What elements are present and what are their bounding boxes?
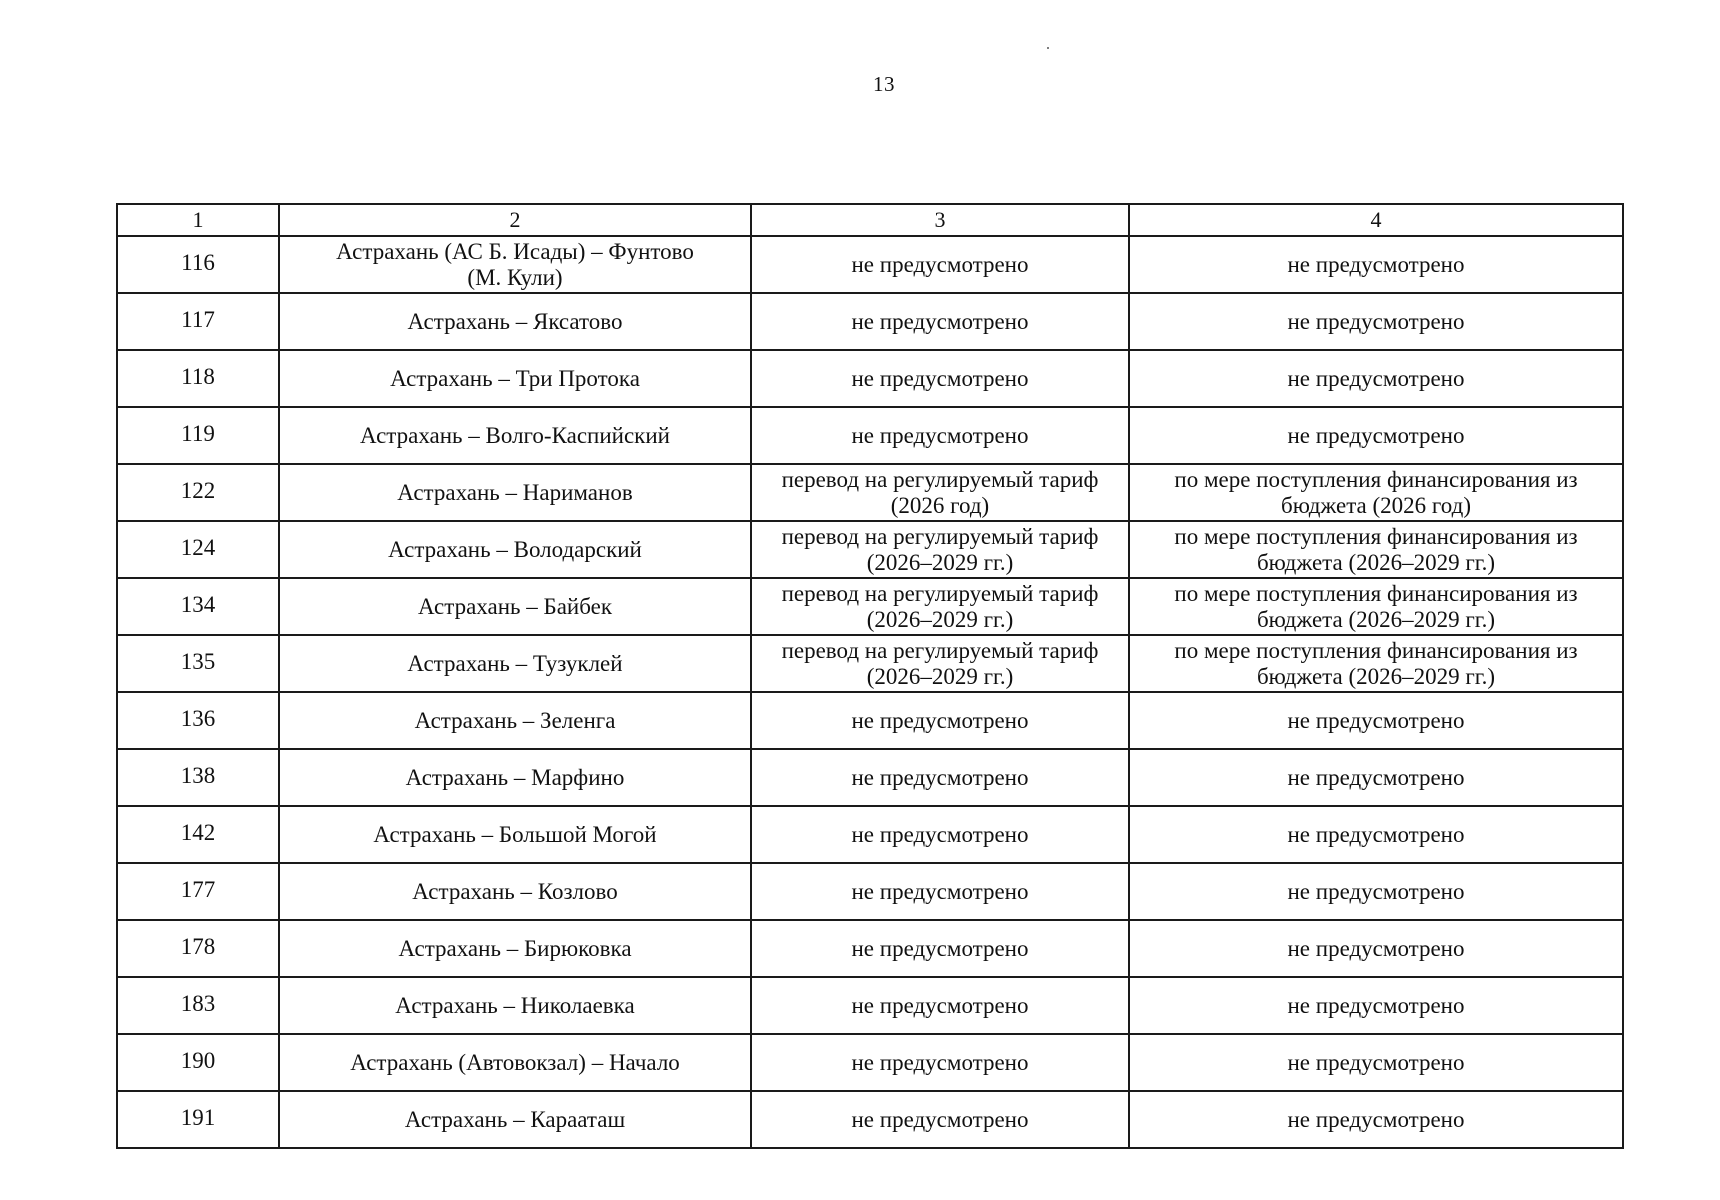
financing-text: не предусмотрено: [1287, 1049, 1465, 1075]
tariff-text: не предусмотрено: [851, 308, 1029, 334]
table-row: [117, 1034, 1623, 1091]
table-row: [117, 407, 1623, 464]
financing-cell: [1129, 578, 1623, 635]
route-number-cell: [117, 521, 279, 578]
table-row: [117, 920, 1623, 977]
financing-text: не предусмотрено: [1287, 1106, 1465, 1132]
table-row: [117, 578, 1623, 635]
column-header: 2: [279, 204, 751, 236]
tariff-cell: [751, 1034, 1129, 1091]
route-name-cell: [279, 749, 751, 806]
route-name-cell: [279, 977, 751, 1034]
route-number-cell: [117, 236, 279, 293]
route-number-text: 178: [180, 933, 216, 959]
financing-text: не предусмотрено: [1287, 707, 1465, 733]
tariff-cell: [751, 692, 1129, 749]
route-name-text: Астрахань – Тузуклей: [407, 650, 623, 676]
table-row: [117, 293, 1623, 350]
route-name-cell: [279, 806, 751, 863]
table-row: [117, 806, 1623, 863]
tariff-text: не предусмотрено: [851, 251, 1029, 277]
scan-speck: [1047, 47, 1049, 49]
route-number-text: 122: [180, 477, 216, 503]
route-name-text: Астрахань – Николаевка: [395, 992, 635, 1018]
route-number-text: 190: [180, 1047, 216, 1073]
tariff-text: не предусмотрено: [851, 764, 1029, 790]
column-header: 1: [117, 204, 279, 236]
route-number-text: 119: [181, 420, 215, 446]
tariff-cell: [751, 407, 1129, 464]
route-number-text: 191: [180, 1104, 216, 1130]
route-name-text: Астрахань – Володарский: [388, 536, 642, 562]
tariff-text: перевод на регулируемый тариф (2026 год): [781, 466, 1099, 518]
financing-cell: [1129, 977, 1623, 1034]
financing-text: не предусмотрено: [1287, 764, 1465, 790]
route-number-cell: [117, 1034, 279, 1091]
tariff-cell: [751, 749, 1129, 806]
route-number-cell: [117, 1091, 279, 1148]
route-number-text: 117: [181, 306, 215, 332]
route-name-cell: [279, 578, 751, 635]
tariff-text: не предусмотрено: [851, 992, 1029, 1018]
financing-cell: [1129, 293, 1623, 350]
table-row: [117, 236, 1623, 293]
route-name-cell: [279, 350, 751, 407]
tariff-cell: [751, 635, 1129, 692]
route-number-cell: [117, 863, 279, 920]
financing-cell: [1129, 635, 1623, 692]
route-name-text: Астрахань (АС Б. Исады) – Фунтово (М. Кули): [336, 238, 694, 290]
tariff-text: не предусмотрено: [851, 935, 1029, 961]
tariff-cell: [751, 977, 1129, 1034]
tariff-text: перевод на регулируемый тариф (2026–2029 гг.): [781, 637, 1099, 689]
route-name-text: Астрахань – Три Протока: [390, 365, 640, 391]
financing-text: по мере поступления финансирования из бюджета (2026–2029 гг.): [1174, 580, 1578, 632]
tariff-cell: [751, 1091, 1129, 1148]
route-number-text: 134: [180, 591, 216, 617]
route-name-cell: [279, 236, 751, 293]
tariff-text: не предусмотрено: [851, 422, 1029, 448]
route-number-cell: [117, 692, 279, 749]
route-number-cell: [117, 464, 279, 521]
route-name-cell: [279, 521, 751, 578]
route-name-text: Астрахань – Волго-Каспийский: [360, 422, 670, 448]
route-number-cell: [117, 293, 279, 350]
financing-cell: [1129, 350, 1623, 407]
financing-cell: [1129, 464, 1623, 521]
route-name-text: Астрахань – Зеленга: [414, 707, 616, 733]
route-number-cell: [117, 920, 279, 977]
route-number-cell: [117, 977, 279, 1034]
route-name-cell: [279, 635, 751, 692]
route-number-text: 118: [181, 363, 215, 389]
route-number-cell: [117, 806, 279, 863]
route-number-cell: [117, 407, 279, 464]
table-row: [117, 749, 1623, 806]
financing-text: не предусмотрено: [1287, 422, 1465, 448]
route-name-text: Астрахань – Бирюковка: [398, 935, 632, 961]
route-number-text: 177: [180, 876, 216, 902]
routes-table: [116, 203, 1624, 1149]
route-name-text: Астрахань – Яксатово: [407, 308, 623, 334]
table-row: [117, 521, 1623, 578]
financing-cell: [1129, 920, 1623, 977]
route-number-text: 136: [180, 705, 216, 731]
tariff-cell: [751, 920, 1129, 977]
route-number-cell: [117, 635, 279, 692]
route-name-text: Астрахань – Нариманов: [397, 479, 633, 505]
tariff-cell: [751, 293, 1129, 350]
column-header: 3: [751, 204, 1129, 236]
financing-cell: [1129, 236, 1623, 293]
route-number-cell: [117, 749, 279, 806]
route-name-cell: [279, 293, 751, 350]
route-name-text: Астрахань – Байбек: [418, 593, 612, 619]
tariff-text: не предусмотрено: [851, 821, 1029, 847]
tariff-text: не предусмотрено: [851, 1049, 1029, 1075]
financing-text: не предусмотрено: [1287, 365, 1465, 391]
route-number-text: 183: [180, 990, 216, 1016]
financing-text: не предусмотрено: [1287, 251, 1465, 277]
financing-text: по мере поступления финансирования из бюджета (2026 год): [1174, 466, 1578, 518]
table-row: [117, 464, 1623, 521]
financing-cell: [1129, 1034, 1623, 1091]
tariff-text: не предусмотрено: [851, 878, 1029, 904]
tariff-cell: [751, 578, 1129, 635]
financing-text: не предусмотрено: [1287, 308, 1465, 334]
route-number-cell: [117, 350, 279, 407]
financing-text: не предусмотрено: [1287, 878, 1465, 904]
tariff-cell: [751, 521, 1129, 578]
tariff-text: не предусмотрено: [851, 365, 1029, 391]
tariff-cell: [751, 236, 1129, 293]
tariff-cell: [751, 350, 1129, 407]
route-name-cell: [279, 920, 751, 977]
route-number-text: 116: [181, 249, 215, 275]
route-number-text: 124: [180, 534, 216, 560]
table-row: [117, 692, 1623, 749]
financing-cell: [1129, 806, 1623, 863]
tariff-cell: [751, 863, 1129, 920]
tariff-text: не предусмотрено: [851, 707, 1029, 733]
financing-text: не предусмотрено: [1287, 821, 1465, 847]
route-name-cell: [279, 1091, 751, 1148]
table-header-row: [117, 204, 1623, 236]
route-name-text: Астрахань – Большой Могой: [373, 821, 657, 847]
tariff-cell: [751, 464, 1129, 521]
route-name-cell: [279, 464, 751, 521]
route-name-cell: [279, 407, 751, 464]
financing-cell: [1129, 692, 1623, 749]
financing-text: не предусмотрено: [1287, 992, 1465, 1018]
route-name-text: Астрахань – Козлово: [412, 878, 618, 904]
route-name-text: Астрахань (Автовокзал) – Начало: [350, 1049, 680, 1075]
table-row: [117, 977, 1623, 1034]
tariff-text: перевод на регулируемый тариф (2026–2029 гг.): [781, 523, 1099, 575]
financing-cell: [1129, 521, 1623, 578]
tariff-text: не предусмотрено: [851, 1106, 1029, 1132]
route-number-text: 142: [180, 819, 216, 845]
table-row: [117, 635, 1623, 692]
financing-cell: [1129, 749, 1623, 806]
route-number-text: 135: [180, 648, 216, 674]
route-name-cell: [279, 692, 751, 749]
route-name-text: Астрахань – Карааташ: [404, 1106, 626, 1132]
column-header: 4: [1129, 204, 1623, 236]
financing-cell: [1129, 1091, 1623, 1148]
page-number: 13: [873, 72, 895, 96]
route-name-cell: [279, 1034, 751, 1091]
route-name-cell: [279, 863, 751, 920]
financing-text: по мере поступления финансирования из бюджета (2026–2029 гг.): [1174, 523, 1578, 575]
route-number-text: 138: [180, 762, 216, 788]
financing-cell: [1129, 863, 1623, 920]
table-row: [117, 1091, 1623, 1148]
route-number-cell: [117, 578, 279, 635]
tariff-text: перевод на регулируемый тариф (2026–2029 гг.): [781, 580, 1099, 632]
table-row: [117, 863, 1623, 920]
table-row: [117, 350, 1623, 407]
financing-text: не предусмотрено: [1287, 935, 1465, 961]
route-name-text: Астрахань – Марфино: [405, 764, 625, 790]
table-body: [117, 204, 1623, 1148]
tariff-cell: [751, 806, 1129, 863]
financing-cell: [1129, 407, 1623, 464]
financing-text: по мере поступления финансирования из бюджета (2026–2029 гг.): [1174, 637, 1578, 689]
